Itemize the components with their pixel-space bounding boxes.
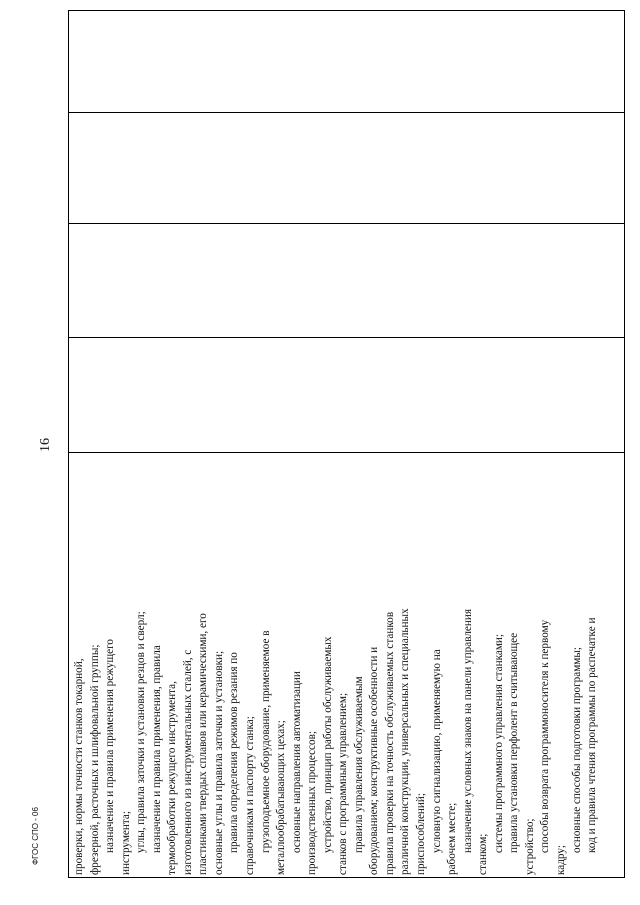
text-line: правила определения режимов резания по bbox=[228, 652, 241, 853]
page-number: 16 bbox=[38, 438, 53, 452]
knowledge-cell bbox=[68, 452, 599, 878]
text-line: назначение условных знаков на панели управления bbox=[461, 609, 474, 853]
text-line: основные способы подготовки программы; bbox=[570, 646, 583, 853]
text-line: устройство, принцип работы обслуживаемых bbox=[321, 636, 334, 853]
text-line: системы программного управления станками; bbox=[492, 633, 505, 853]
text-line: правила проверки на точность обслуживаемых станков bbox=[383, 611, 396, 875]
text-line: приспособлений; bbox=[415, 793, 428, 875]
text-line: металлообрабатывающих цехах; bbox=[275, 720, 288, 875]
text-line: рабочем месте; bbox=[446, 802, 459, 875]
text-line: код и правила чтения программы по распечатке и bbox=[586, 617, 599, 853]
text-line: правила установки перфолент в считывающее bbox=[508, 632, 521, 853]
text-line: различной конструкции, универсальных и специальных bbox=[399, 608, 412, 875]
text-line: проверки, нормы точности станков токарной, bbox=[73, 658, 85, 875]
table-row-divider bbox=[69, 337, 624, 338]
text-line: условную сигнализацию, применяемую на bbox=[430, 649, 443, 853]
text-line: изготовленного из инструментальных сталей, с bbox=[181, 649, 194, 875]
text-line: основные направления автоматизации bbox=[290, 671, 303, 853]
text-line: углы, правила заточки и установки резцов и сверл; bbox=[135, 611, 148, 853]
footer-code: ФГОС СПО - 06 bbox=[31, 807, 40, 865]
table-row-divider bbox=[69, 223, 624, 224]
knowledge-text-block bbox=[68, 452, 599, 878]
text-line: основные углы и правила заточки и установки; bbox=[212, 650, 225, 875]
text-line: термообработки режущего инструмента, bbox=[166, 681, 179, 875]
text-line: кадру; bbox=[554, 845, 567, 875]
text-line: способы возврата программоносителя к первому bbox=[539, 619, 552, 853]
text-line: справочникам и паспорту станка; bbox=[244, 716, 257, 875]
table-row-divider bbox=[69, 112, 624, 113]
text-line: пластинками твердых сплавов или керамическими, его bbox=[197, 613, 210, 875]
text-line: оборудованием; конструктивные особенности и bbox=[368, 646, 381, 875]
text-line: фрезерной, расточных и шлифовальной группы; bbox=[88, 644, 101, 875]
text-line: правила управления обслуживаемым bbox=[352, 676, 365, 853]
text-line: устройство; bbox=[523, 818, 536, 875]
text-line: грузоподъемное оборудование, применяемое в bbox=[259, 630, 272, 853]
text-line: назначение и правила применения, правила bbox=[150, 645, 163, 853]
text-line: инструмента; bbox=[119, 811, 132, 875]
text-line: назначение и правила применения режущего bbox=[104, 639, 117, 853]
text-line: производственных процессов; bbox=[306, 731, 319, 875]
text-line: станков с программным управлением; bbox=[337, 692, 350, 875]
text-line: станком; bbox=[477, 833, 490, 875]
